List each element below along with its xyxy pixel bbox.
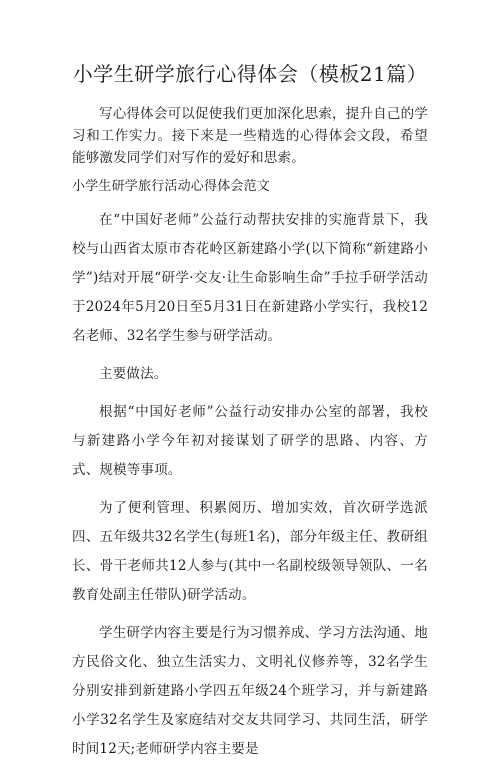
section-subheading: 小学生研学旅行活动心得体会范文 — [72, 179, 271, 194]
document-title: 小学生研学旅行心得体会（模板21篇） — [72, 62, 428, 86]
body-paragraph: 根据“中国好老师”公益行动安排办公室的部署，我校与新建路小学今年初对接谋划了研学的思路、内容、方式、规模等事项。 — [72, 404, 428, 478]
body-paragraph: 学生研学内容主要是行为习惯养成、学习方法沟通、地方民俗文化、独立生活实力、文明礼仪修养等，32名学生分别安排到新建路小学四五年级24个班学习，并与新建路小学32名学生及家庭结对交友共同学习、共同生活，研学时间12天;老师研学内容主要是 — [72, 625, 428, 757]
body-paragraph: 为了便利管理、积累阅历、增加实效，首次研学选派四、五年级共32名学生(每班1名)，部分年级主任、教研组长、骨干老师共12人参与(其中一名副校级领导领队、一名教育处副主任带队)研学活动。 — [72, 500, 428, 603]
body-paragraph: 主要做法。 — [99, 366, 168, 382]
intro-paragraph: 写心得体会可以促使我们更加深化思索，提升自己的学习和工作实力。接下来是一些精选的心得体会文段，希望能够激发同学们对写作的爱好和思索。 — [72, 106, 428, 166]
body-paragraph: 在“中国好老师”公益行动帮扶安排的实施背景下，我校与山西省太原市杏花岭区新建路小学(以下简称“新建路小学”)结对开展“研学·交友·让生命影响生命”手拉手研学活动于2024年5月20日至5月31日在新建路小学实行，我校12名老师、32名学生参与研学活动。 — [72, 212, 428, 344]
